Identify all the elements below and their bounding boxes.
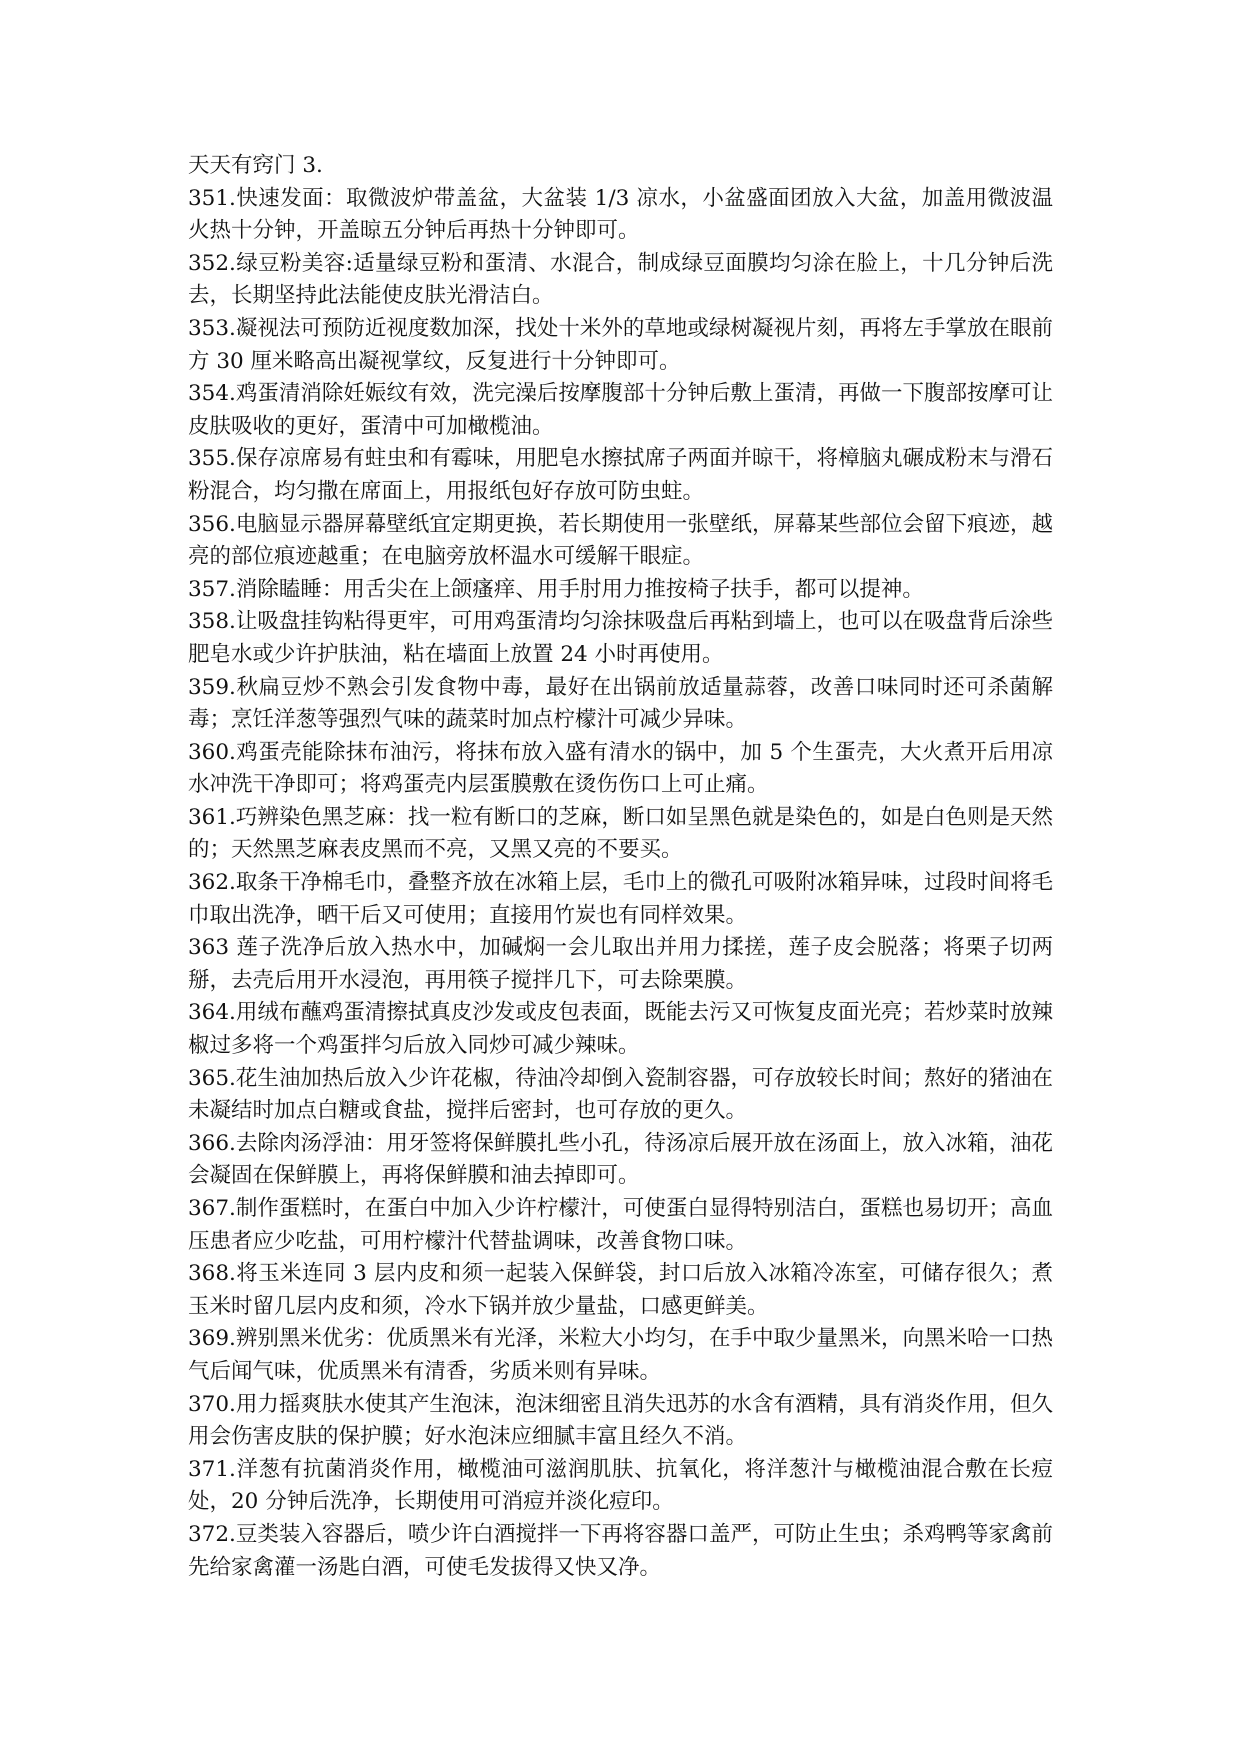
tip-entry-368: 368.将玉米连同 3 层内皮和须一起装入保鲜袋，封口后放入冰箱冷冻室，可储存很久；煮玉米时留几层内皮和须，冷水下锅并放少量盐，口感更鲜美。	[188, 1261, 1053, 1319]
tip-entry-364: 364.用绒布蘸鸡蛋清擦拭真皮沙发或皮包表面，既能去污又可恢复皮面光亮；若炒菜时放辣椒过多将一个鸡蛋拌匀后放入同炒可减少辣味。	[188, 1000, 1053, 1059]
tip-entry-361: 361.巧辨染色黑芝麻：找一粒有断口的芝麻，断口如呈黑色就是染色的，如是白色则是天然的；天然黑芝麻表皮黑而不亮，又黑又亮的不要买。	[188, 804, 1053, 863]
tip-entry-355: 355.保存凉席易有蛀虫和有霉味，用肥皂水擦拭席子两面并晾干，将樟脑丸碾成粉末与滑石粉混合，均匀撒在席面上，用报纸包好存放可防虫蛀。	[188, 446, 1053, 504]
tip-entry-369: 369.辨别黑米优劣：优质黑米有光泽，米粒大小均匀，在手中取少量黑米，向黑米哈一口热气后闻气味，优质黑米有清香，劣质米则有异味。	[188, 1326, 1053, 1384]
tip-entry-358: 358.让吸盘挂钩粘得更牢，可用鸡蛋清均匀涂抹吸盘后再粘到墙上，也可以在吸盘背后涂些肥皂水或少许护肤油，粘在墙面上放置 24 小时再使用。	[188, 609, 1053, 667]
tip-entry-359: 359.秋扁豆炒不熟会引发食物中毒，最好在出锅前放适量蒜蓉，改善口味同时还可杀菌解毒；烹饪洋葱等强烈气味的蔬菜时加点柠檬汁可减少异味。	[188, 674, 1053, 733]
tip-entry-354: 354.鸡蛋清消除妊娠纹有效，洗完澡后按摩腹部十分钟后敷上蛋清，再做一下腹部按摩可让皮肤吸收的更好，蛋清中可加橄榄油。	[188, 381, 1053, 439]
tip-entry-371: 371.洋葱有抗菌消炎作用，橄榄油可滋润肌肤、抗氧化，将洋葱汁与橄榄油混合敷在长痘处，20 分钟后洗净，长期使用可消痘并淡化痘印。	[188, 1456, 1053, 1515]
document-title: 天天有窍门 3.	[188, 153, 323, 178]
tip-entry-366: 366.去除肉汤浮油：用牙签将保鲜膜扎些小孔，待汤凉后展开放在汤面上，放入冰箱，油花会凝固在保鲜膜上，再将保鲜膜和油去掉即可。	[188, 1130, 1053, 1189]
tip-entry-362: 362.取条干净棉毛巾，叠整齐放在冰箱上层，毛巾上的微孔可吸附冰箱异味，过段时间将毛巾取出洗净，晒干后又可使用；直接用竹炭也有同样效果。	[188, 870, 1053, 928]
tip-entry-352: 352.绿豆粉美容:适量绿豆粉和蛋清、水混合，制成绿豆面膜均匀涂在脸上，十几分钟后洗去，长期坚持此法能使皮肤光滑洁白。	[188, 250, 1053, 309]
tip-entry-365: 365.花生油加热后放入少许花椒，待油冷却倒入瓷制容器，可存放较长时间；熬好的猪油在未凝结时加点白糖或食盐，搅拌后密封，也可存放的更久。	[188, 1065, 1053, 1124]
tip-entry-356: 356.电脑显示器屏幕壁纸宜定期更换，若长期使用一张壁纸，屏幕某些部位会留下痕迹，越亮的部位痕迹越重；在电脑旁放杯温水可缓解干眼症。	[188, 511, 1053, 570]
tip-entry-372: 372.豆类装入容器后，喷少许白酒搅拌一下再将容器口盖严，可防止生虫；杀鸡鸭等家禽前先给家禽灌一汤匙白酒，可使毛发拔得又快又净。	[188, 1521, 1053, 1580]
tip-entry-351: 351.快速发面：取微波炉带盖盆，大盆装 1/3 凉水，小盆盛面团放入大盆，加盖用微波温火热十分钟，开盖晾五分钟后再热十分钟即可。	[188, 185, 1053, 244]
document-body	[188, 150, 1053, 1584]
tip-entry-370: 370.用力摇爽肤水使其产生泡沫，泡沫细密且消失迅苏的水含有酒精，具有消炎作用，但久用会伤害皮肤的保护膜；好水泡沫应细腻丰富且经久不消。	[188, 1391, 1053, 1450]
tip-entry-357: 357.消除瞌睡：用舌尖在上颌瘙痒、用手肘用力推按椅子扶手，都可以提神。	[188, 576, 924, 602]
tip-entry-363: 363 莲子洗净后放入热水中，加碱焖一会儿取出并用力揉搓，莲子皮会脱落；将栗子切两掰，去壳后用开水浸泡，再用筷子搅拌几下，可去除栗膜。	[188, 935, 1053, 993]
tip-entry-353: 353.凝视法可预防近视度数加深，找处十米外的草地或绿树凝视片刻，再将左手掌放在眼前方 30 厘米略高出凝视掌纹，反复进行十分钟即可。	[188, 315, 1053, 374]
tip-entry-360: 360.鸡蛋壳能除抹布油污，将抹布放入盛有清水的锅中，加 5 个生蛋壳，大火煮开后用凉水冲洗干净即可；将鸡蛋壳内层蛋膜敷在烫伤伤口上可止痛。	[188, 739, 1053, 798]
tip-entry-367: 367.制作蛋糕时，在蛋白中加入少许柠檬汁，可使蛋白显得特别洁白，蛋糕也易切开；高血压患者应少吃盐，可用柠檬汁代替盐调味，改善食物口味。	[188, 1196, 1053, 1254]
